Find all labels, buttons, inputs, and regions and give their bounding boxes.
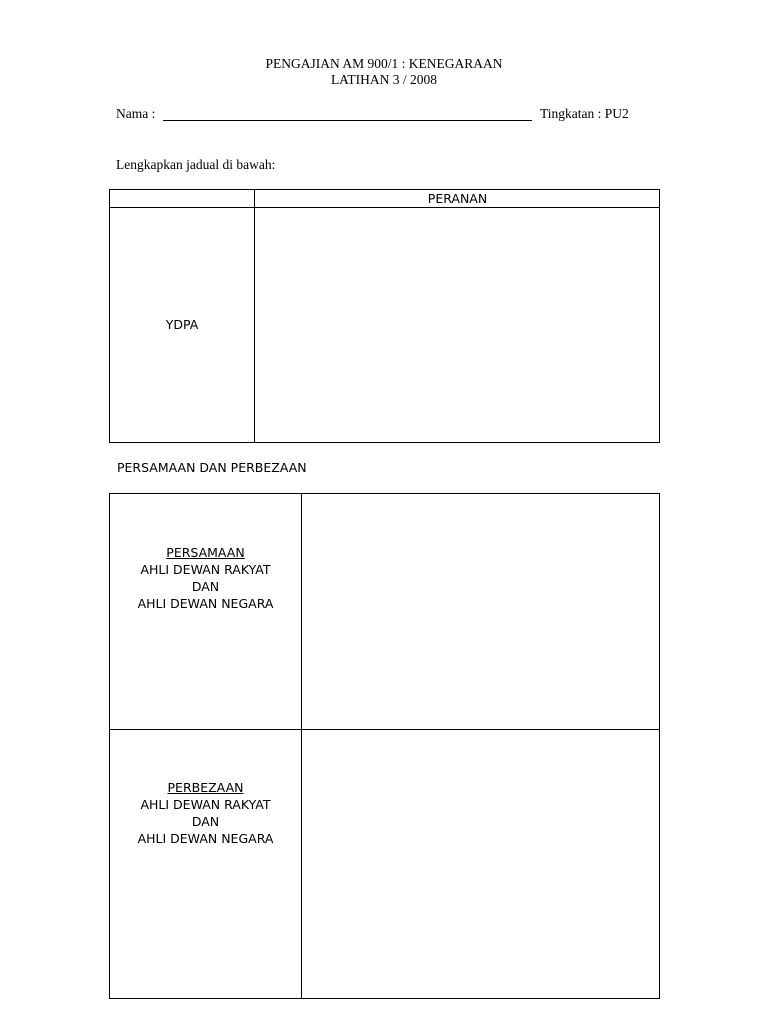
table-header-divider [109,207,660,208]
document-subtitle: LATIHAN 3 / 2008 [330,72,438,87]
instruction-text: Lengkapkan jadual di bawah: [116,157,276,172]
name-row [116,106,646,124]
persamaan-cell-label [110,544,301,612]
perbezaan-heading: PERBEZAAN [167,780,244,795]
name-field[interactable] [163,120,532,121]
name-label: Nama : [116,106,156,121]
persamaan-heading: PERSAMAAN [166,545,245,560]
section-title: PERSAMAAN DAN PERBEZAAN [117,460,307,475]
perbezaan-line3: AHLI DEWAN NEGARA [137,831,274,846]
perbezaan-cell-label [110,779,301,847]
ydpa-label: YDPA [165,317,199,332]
persamaan-answer-cell[interactable] [303,495,658,727]
comparison-row-divider [109,729,660,730]
level-label: Tingkatan : PU2 [540,106,629,121]
persamaan-line1: AHLI DEWAN RAKYAT [140,562,271,577]
peranan-header: PERANAN [427,191,488,206]
table-divider [254,189,255,443]
persamaan-line3: AHLI DEWAN NEGARA [137,596,274,611]
perbezaan-line2: DAN [191,814,220,829]
persamaan-line2: DAN [191,579,220,594]
peranan-answer-cell[interactable] [256,209,658,441]
perbezaan-answer-cell[interactable] [303,731,658,997]
perbezaan-line1: AHLI DEWAN RAKYAT [140,797,271,812]
comparison-divider [301,493,302,999]
document-title: PENGAJIAN AM 900/1 : KENEGARAAN [265,56,503,71]
